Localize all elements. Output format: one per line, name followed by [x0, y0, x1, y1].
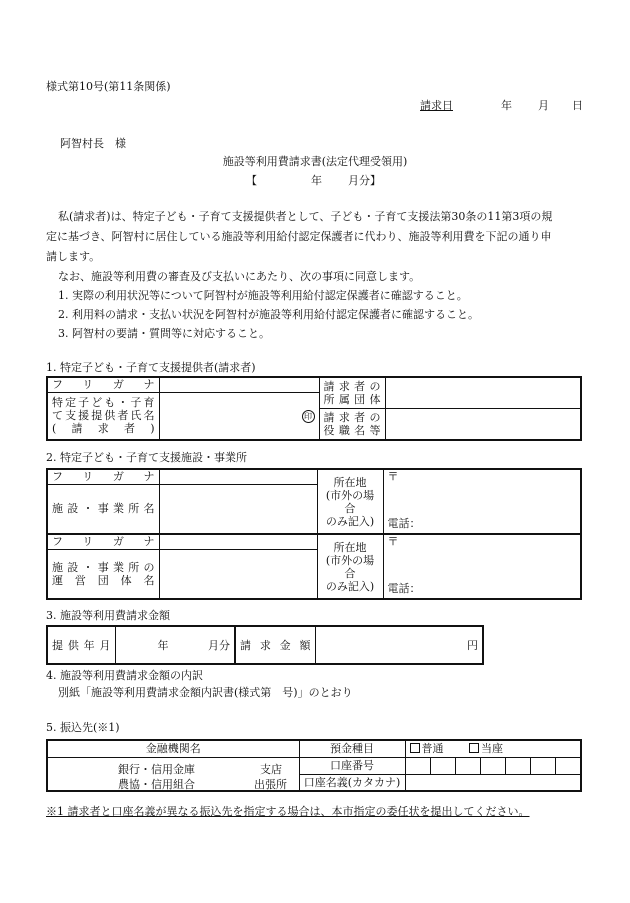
facility-table: [46, 468, 582, 600]
account-digit-1[interactable]: [405, 757, 430, 774]
account-digit-6[interactable]: [530, 757, 555, 774]
operator-phone-label: 電話：: [387, 582, 421, 595]
facility-location-line-2: (市外の場合: [325, 488, 375, 515]
section5-heading: 5. 振込先(※1): [46, 721, 120, 734]
operator-furigana-label: フリガナ: [47, 534, 159, 549]
section3-heading: 3. 施設等利用費請求金額: [46, 609, 170, 622]
operator-location-line-2: (市外の場合: [325, 553, 375, 580]
service-year-label: 年: [157, 639, 169, 652]
operator-location-label: [317, 534, 383, 599]
bank-name-label: 金融機関名: [47, 740, 299, 757]
deposit-type-label: 預金種目: [299, 740, 405, 757]
position-label-line-1: 請求者の: [323, 410, 381, 424]
provider-table: [46, 376, 582, 441]
branch-type-line-2: 出張所: [254, 777, 287, 791]
seal-mark: 印: [302, 410, 315, 423]
provider-name-line-3: (請求者): [52, 422, 155, 436]
operator-name-label: [47, 549, 159, 599]
service-period-label: 提供年月: [47, 626, 115, 664]
account-digit-4[interactable]: [480, 757, 505, 774]
facility-phone-label: 電話：: [387, 517, 421, 530]
facility-postal-mark: 〒: [387, 470, 399, 483]
operator-postal-mark: 〒: [387, 535, 399, 548]
section1-heading: 1. 特定子ども・子育て支援提供者(請求者): [46, 361, 256, 374]
consent-item-2: 2. 利用料の請求・支払い状況を阿智村が施設等利用給付認定保護者に確認すること。: [58, 308, 479, 321]
facility-name-field[interactable]: [159, 484, 317, 534]
billing-period[interactable]: [246, 174, 386, 188]
operator-location-line-3: のみ記入): [325, 579, 375, 593]
date-day-label: 日: [572, 99, 583, 112]
form-title: 施設等利用費請求書(法定代理受領用): [222, 155, 408, 168]
period-month-label: 月分】: [348, 174, 381, 187]
request-date-line[interactable]: [420, 99, 582, 113]
option-current[interactable]: [469, 742, 503, 755]
ordinary-checkbox[interactable]: [410, 743, 420, 753]
facility-name-label: 施設・事業所名: [47, 484, 159, 534]
operator-name-line-2: 運営団体名: [52, 573, 155, 587]
operator-name-line-1: 施設・事業所の: [52, 560, 155, 574]
bank-type-line-2: 農協・信用組合: [118, 777, 195, 791]
deposit-type-options: [405, 740, 581, 757]
consent-item-3: 3. 阿智村の要請・質問等に対応すること。: [58, 327, 270, 340]
option-ordinary[interactable]: [410, 742, 444, 755]
consent-intro: なお、施設等利用費の審査及び支払いにあたり、次の事項に同意します。: [58, 270, 421, 283]
service-period-field[interactable]: [115, 626, 235, 664]
consent-item-1: 1. 実際の利用状況等について阿智村が施設等利用給付認定保護者に確認すること。: [58, 289, 468, 302]
current-checkbox[interactable]: [469, 743, 479, 753]
facility-furigana-field[interactable]: [159, 469, 317, 484]
operator-location-line-1: 所在地: [333, 540, 367, 554]
amount-field[interactable]: [315, 626, 483, 664]
operator-furigana-field[interactable]: [159, 534, 317, 549]
bank-type-line-1: 銀行・信用金庫: [118, 762, 195, 776]
facility-location-line-1: 所在地: [333, 475, 367, 489]
account-number-label: 口座番号: [299, 757, 405, 774]
position-field[interactable]: [385, 408, 581, 440]
declaration-line-1: 私(請求者)は、特定子ども・子育て支援提供者として、子ども・子育て支援法第30条の11第3項の規: [58, 210, 553, 223]
provider-name-line-1: 特定子ども・子育: [52, 396, 155, 410]
declaration-line-2: 定に基づき、阿智村に居住している施設等利用給付認定保護者に代わり、施設等利用費を下記の通り申: [46, 230, 552, 243]
form-number: 様式第10号(第11条関係): [46, 80, 171, 93]
request-date-label: 請求日: [420, 99, 453, 112]
bank-table: [46, 739, 582, 792]
branch-type-line-1: 支店: [260, 762, 282, 776]
declaration-line-3: 請します。: [46, 250, 101, 263]
provider-furigana-label: フリガナ: [47, 377, 159, 392]
period-open-bracket: 【: [246, 174, 257, 187]
section2-heading: 2. 特定子ども・子育て支援施設・事業所: [46, 451, 247, 464]
facility-location-label: [317, 469, 383, 534]
operator-name-field[interactable]: [159, 549, 317, 599]
provider-name-line-2: て支援提供者氏名: [52, 409, 155, 423]
org-field[interactable]: [385, 377, 581, 408]
account-holder-label: 口座名義(カタカナ): [299, 774, 405, 791]
provider-name-label: [47, 392, 159, 440]
org-label-line-1: 請求者の: [323, 379, 381, 393]
account-holder-field[interactable]: [405, 774, 581, 791]
period-year-label: 年: [311, 174, 322, 187]
date-month-label: 月: [538, 99, 549, 112]
account-digit-5[interactable]: [505, 757, 530, 774]
option-ordinary-label: 普通: [421, 742, 444, 756]
org-label-line-2: 所属団体: [323, 392, 381, 406]
date-year-label: 年: [501, 99, 512, 112]
option-current-label: 当座: [481, 742, 503, 756]
position-label-line-2: 役職名等: [323, 423, 381, 437]
service-month-label: 月分: [208, 639, 230, 652]
section4-heading: 4. 施設等利用費請求金額の内訳: [46, 669, 203, 682]
facility-furigana-label: フリガナ: [47, 469, 159, 484]
recipient: 阿智村長 様: [60, 137, 126, 150]
provider-name-field[interactable]: [159, 392, 319, 440]
breakdown-reference: 別紙「施設等利用費請求金額内訳書(様式第 号)」のとおり: [58, 686, 353, 699]
account-digit-7[interactable]: [555, 757, 581, 774]
provider-furigana-field[interactable]: [159, 377, 319, 392]
account-digit-3[interactable]: [455, 757, 480, 774]
facility-location-line-3: のみ記入): [325, 514, 375, 528]
bank-name-field[interactable]: [47, 757, 299, 791]
operator-address-field[interactable]: [383, 534, 581, 599]
facility-address-field[interactable]: [383, 469, 581, 534]
org-label: [319, 377, 385, 408]
footnote: ※1 請求者と口座名義が異なる振込先を指定する場合は、本市指定の委任状を提出してください。: [46, 805, 530, 818]
amount-label: 請求金額: [235, 626, 315, 664]
account-digit-2[interactable]: [430, 757, 455, 774]
position-label: [319, 408, 385, 440]
yen-label: 円: [467, 638, 478, 652]
amount-table: [46, 625, 484, 665]
